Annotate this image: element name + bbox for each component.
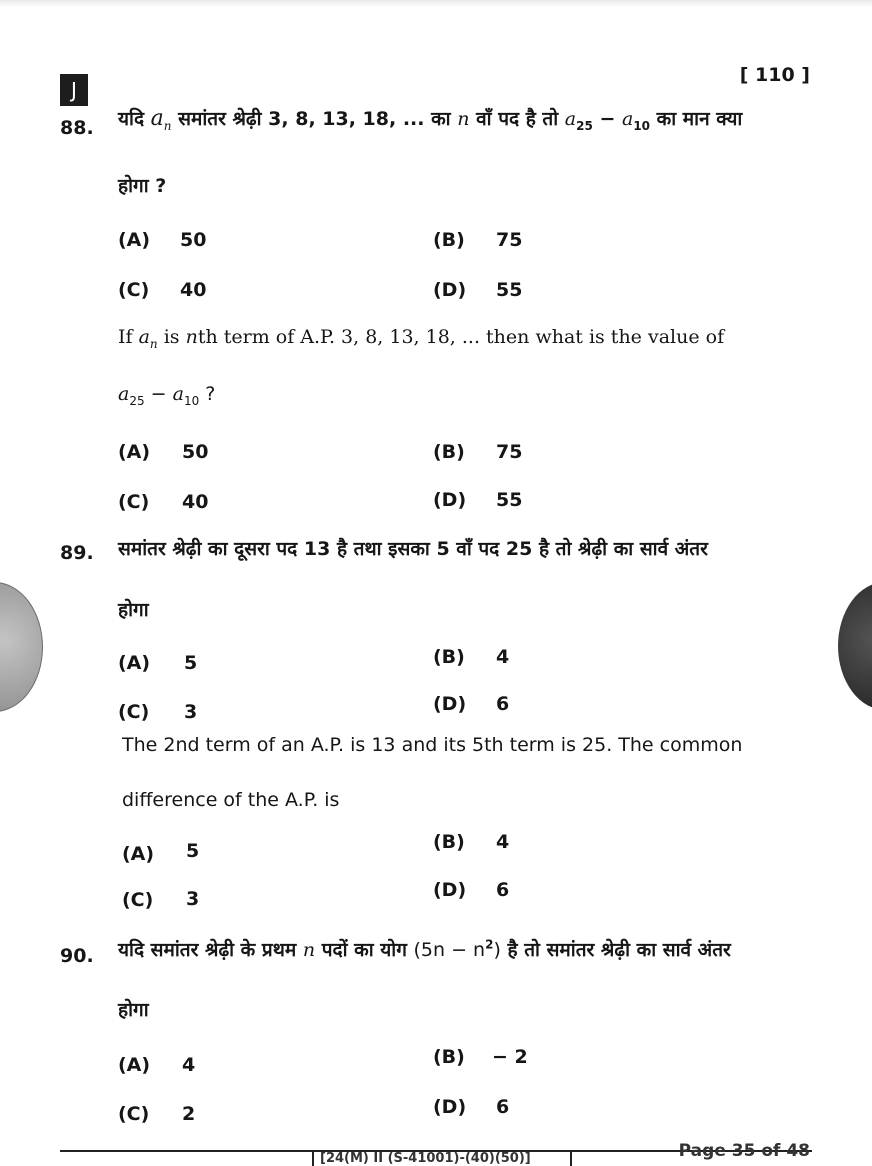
q88-en-var-n: n [185, 326, 198, 348]
q88-en-prefix: If [118, 326, 133, 348]
q89-en-option-b-label: (B) [433, 831, 465, 853]
q90-prefix: यदि समांतर श्रेढ़ी के प्रथम [118, 939, 297, 961]
q90-hi-option-c-value: 2 [182, 1103, 196, 1125]
q88-sub-n: n [163, 118, 172, 133]
q88-a25: a [564, 108, 577, 130]
q88-en-option-d-value: 55 [496, 489, 523, 511]
q89-en-option-a-value: 5 [186, 840, 200, 862]
question-88-hindi-line2: होगा ? [118, 175, 167, 197]
q90-end: है तो समांतर श्रेढ़ी का सार्व अंतर [507, 939, 731, 961]
q90-hi-option-d-label: (D) [433, 1096, 467, 1118]
question-90-hindi-line1 [118, 936, 731, 962]
q90-formula-sup: 2 [485, 937, 494, 952]
q90-formula: (5n − n [413, 939, 486, 961]
q88-hi-option-c-label: (C) [118, 279, 150, 301]
q88-var-a: a [150, 106, 164, 131]
footer-page-number: Page 35 of 48 [678, 1141, 810, 1161]
q89-hi-option-a-value: 5 [184, 652, 198, 674]
q89-hi-option-b-label: (B) [433, 646, 465, 668]
question-89-hindi-line2: होगा [118, 599, 149, 621]
page-marker: [ 110 ] [739, 64, 810, 86]
q88-en-option-d-label: (D) [433, 489, 467, 511]
q90-hi-option-a-value: 4 [182, 1054, 196, 1076]
question-number-90: 90. [60, 945, 94, 967]
question-89-hindi-line1: समांतर श्रेढ़ी का दूसरा पद 13 है तथा इसका 5 वाँ पद 25 है तो श्रेढ़ी का सार्व अंतर [118, 538, 708, 560]
q88-mid: समांतर श्रेढ़ी 3, 8, 13, 18, ... का [178, 108, 451, 130]
page-edge-shadow [0, 0, 872, 7]
q88-en-a25: a [118, 383, 130, 405]
q88-en-option-a-label: (A) [118, 441, 151, 463]
q88-hi-option-b-value: 75 [496, 229, 523, 251]
q90-hi-option-c-label: (C) [118, 1103, 150, 1125]
binder-hole-right [838, 582, 872, 710]
q88-en-sub-10: 10 [183, 393, 200, 408]
q88-en-var-a: a [138, 326, 150, 348]
q89-en-option-d-value: 6 [496, 879, 510, 901]
question-88-hindi-line1 [118, 105, 742, 133]
q88-hi-option-d-label: (D) [433, 279, 467, 301]
binder-hole-left [0, 582, 43, 712]
question-number-88: 88. [60, 117, 94, 139]
question-88-english-line2 [118, 383, 215, 408]
q88-en-option-a-value: 50 [182, 441, 209, 463]
q88-en-option-b-value: 75 [496, 441, 523, 463]
q88-en-sub-25: 25 [129, 393, 145, 408]
q89-hi-option-d-value: 6 [496, 693, 510, 715]
q88-en-minus: − [150, 383, 167, 405]
q88-rest: वाँ पद है तो [476, 108, 559, 130]
q88-hi-option-c-value: 40 [180, 279, 207, 301]
question-88-english-line1 [118, 326, 724, 351]
q88-hi-option-b-label: (B) [433, 229, 465, 251]
q90-hi-option-b-label: (B) [433, 1046, 465, 1068]
q89-hi-option-b-value: 4 [496, 646, 510, 668]
q89-hi-option-d-label: (D) [433, 693, 467, 715]
q90-var-n: n [302, 939, 316, 961]
q88-en-option-c-value: 40 [182, 491, 209, 513]
question-90-hindi-line2: होगा [118, 999, 149, 1021]
q88-minus: − [599, 108, 616, 130]
q88-en-mid: th term of A.P. 3, 8, 13, 18, ... then what is the value of [197, 326, 725, 348]
q89-hi-option-c-value: 3 [184, 701, 198, 723]
q90-hi-option-d-value: 6 [496, 1096, 510, 1118]
q88-hi-option-a-value: 50 [180, 229, 207, 251]
q90-formula-close: ) [493, 939, 501, 961]
q90-hi-option-b-value: − 2 [492, 1046, 528, 1068]
q90-hi-option-a-label: (A) [118, 1054, 151, 1076]
q88-sub-25: 25 [576, 118, 593, 133]
set-badge: J [60, 74, 88, 106]
q89-en-option-c-value: 3 [186, 888, 200, 910]
question-89-english-line2: difference of the A.P. is [122, 789, 340, 811]
q90-mid: पदों का योग [321, 939, 407, 961]
q89-en-option-d-label: (D) [433, 879, 467, 901]
q89-en-option-b-value: 4 [496, 831, 510, 853]
q88-var-n: n [457, 108, 470, 130]
q89-hi-option-c-label: (C) [118, 701, 150, 723]
q89-en-option-a-label: (A) [122, 843, 155, 865]
q88-en-qmark: ? [205, 383, 216, 405]
q88-sub-10: 10 [633, 118, 651, 133]
q88-prefix: यदि [118, 108, 145, 130]
question-89-english-line1: The 2nd term of an A.P. is 13 and its 5th term is 25. The common [122, 734, 743, 756]
q88-en-is: is [163, 326, 180, 348]
q88-hi-option-d-value: 55 [496, 279, 523, 301]
q88-hi-option-a-label: (A) [118, 229, 151, 251]
footer-code: [24(M) II (S-41001)-(40)(50)] [312, 1150, 572, 1166]
q88-a10: a [622, 108, 634, 130]
q89-en-option-c-label: (C) [122, 889, 154, 911]
q88-en-a10: a [172, 383, 184, 405]
q89-hi-option-a-label: (A) [118, 652, 151, 674]
q88-en-sub-n: n [149, 336, 158, 351]
question-number-89: 89. [60, 542, 94, 564]
q88-en-option-b-label: (B) [433, 441, 465, 463]
q88-end: का मान क्या [656, 108, 743, 130]
q88-en-option-c-label: (C) [118, 491, 150, 513]
